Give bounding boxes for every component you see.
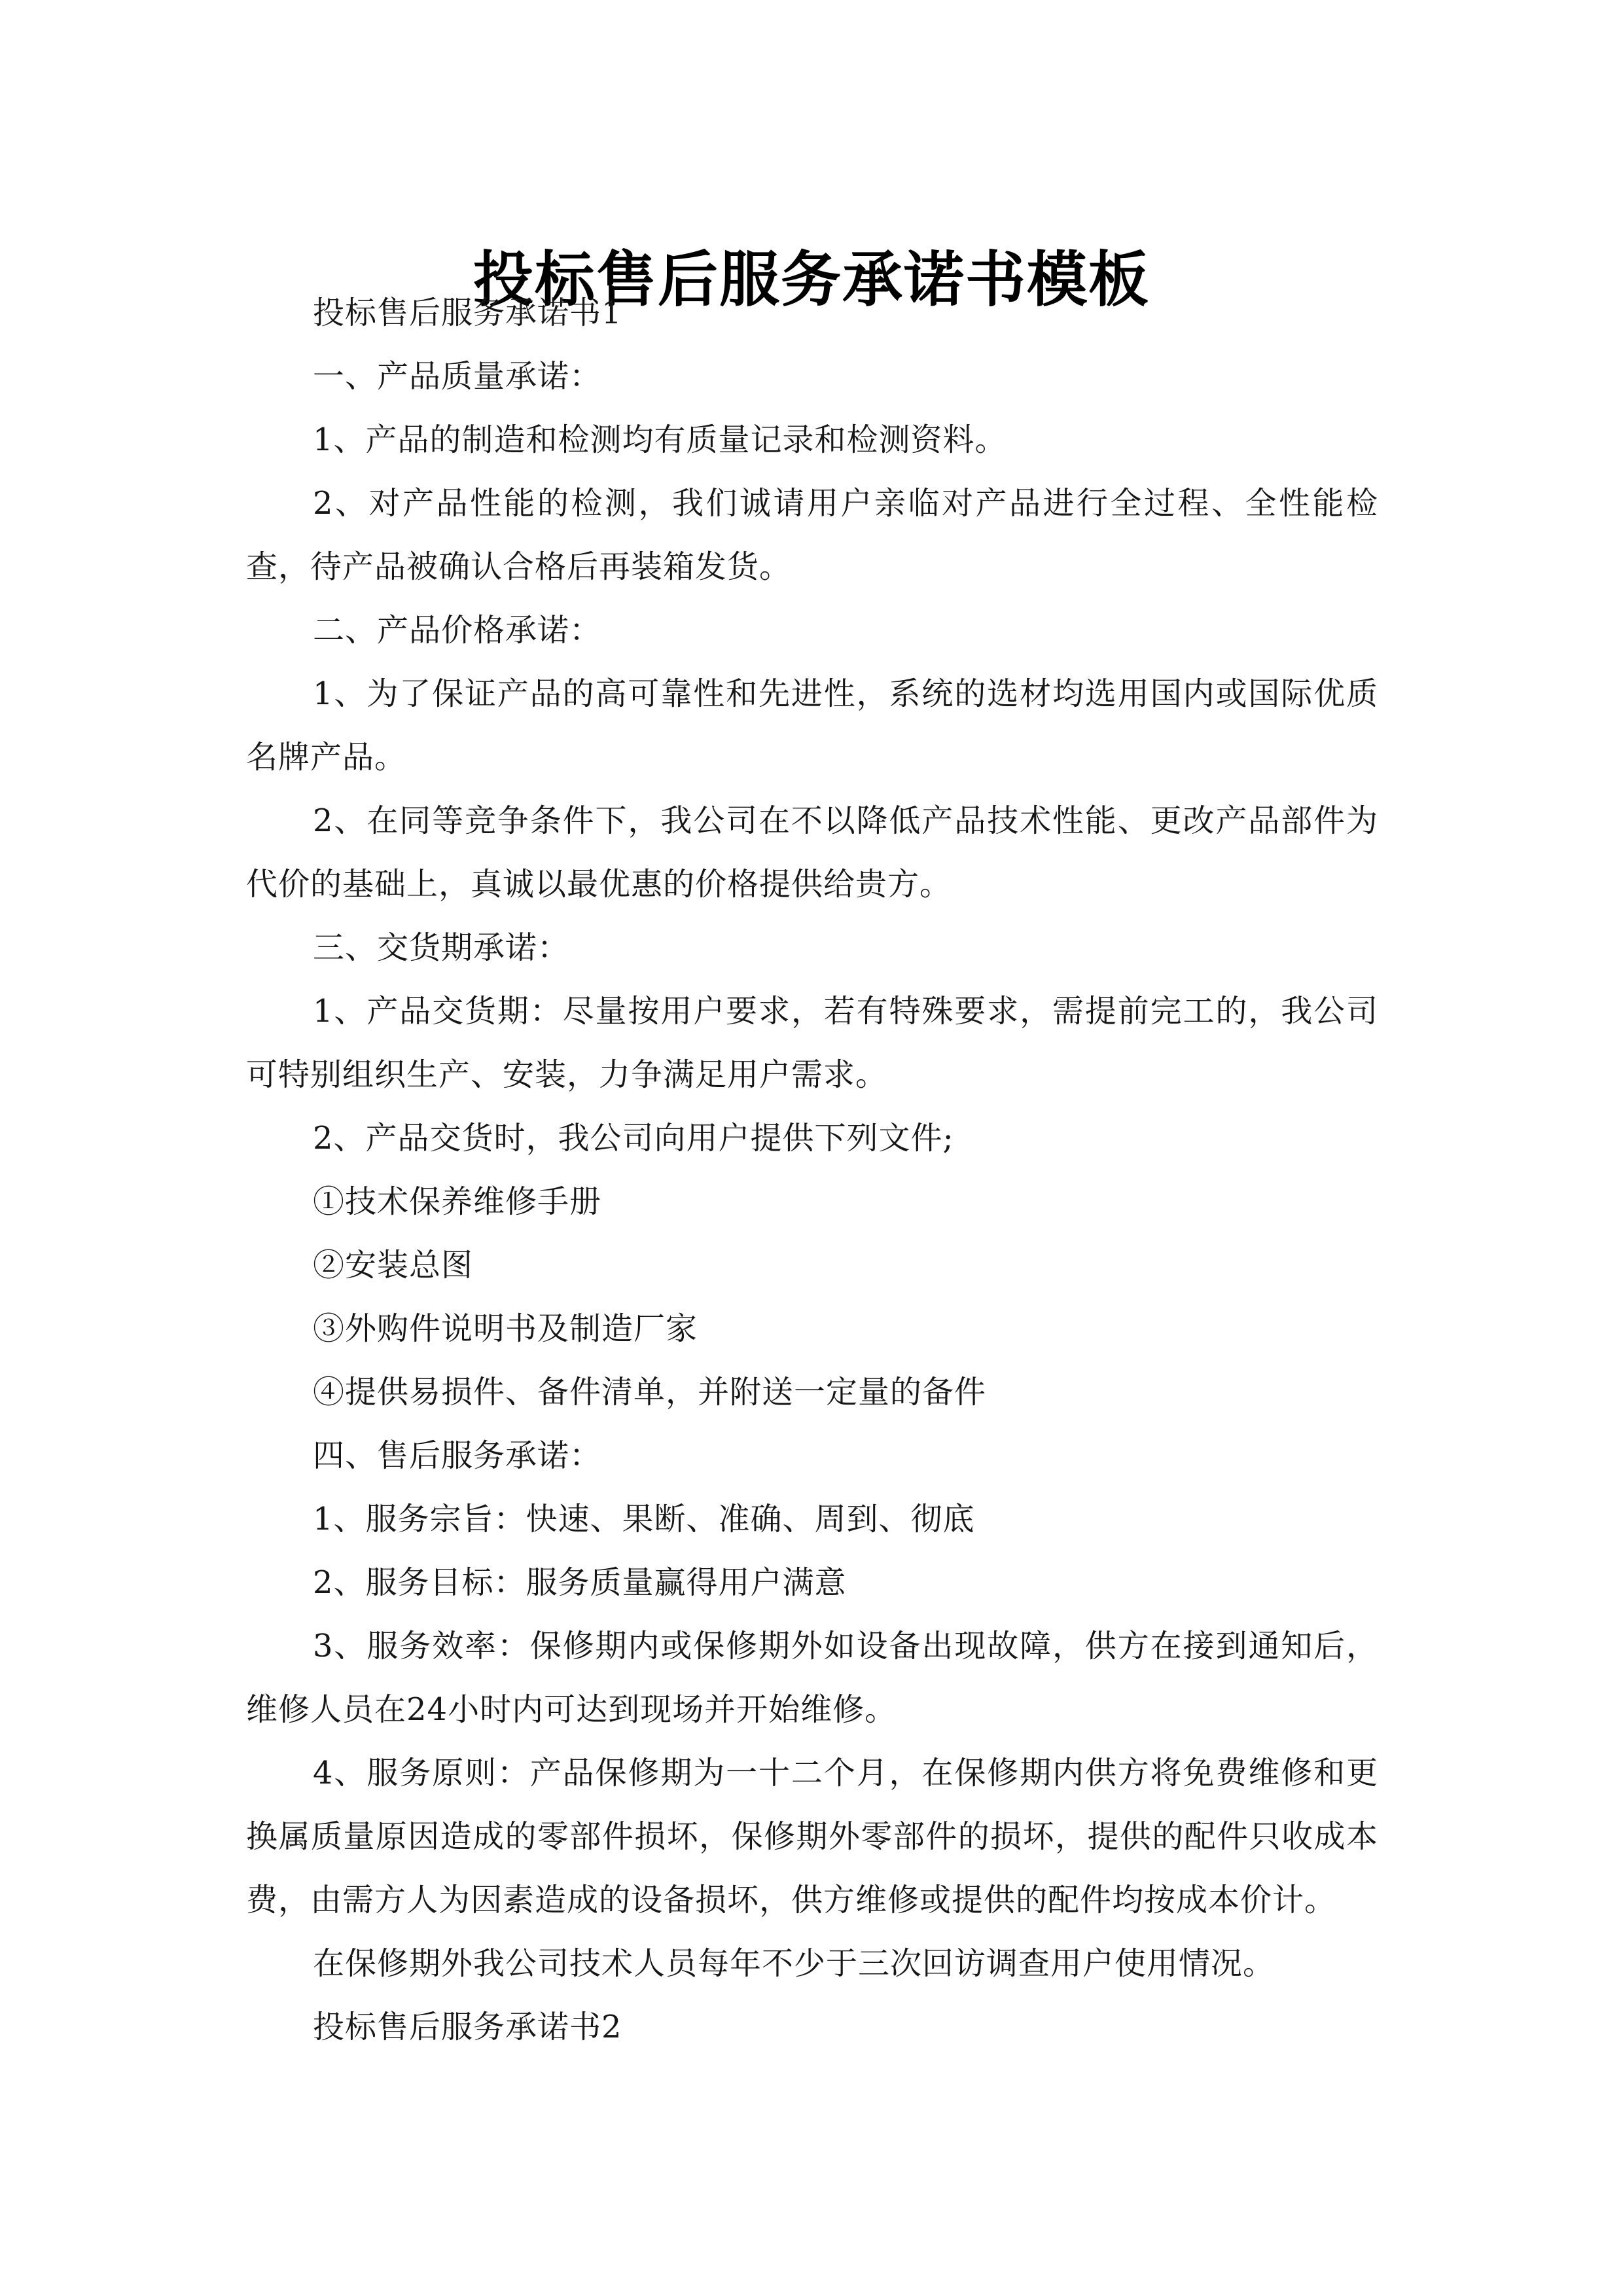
paragraph: 4、服务原则：产品保修期为一十二个月，在保修期内供方将免费维修和更换属质量原因造成的零部件损坏，保修期外零部件的损坏，提供的配件只收成本费，由需方人为因素造成的设备损坏，供方维修或提供的配件均按成本价计。 <box>246 1755 1378 1918</box>
paragraph: 2、服务目标：服务质量赢得用户满意 <box>313 1564 847 1601</box>
paragraph: 1、产品的制造和检测均有质量记录和检测资料。 <box>313 422 1007 458</box>
list-item: ③外购件说明书及制造厂家 <box>313 1310 698 1347</box>
paragraph: 2、在同等竞争条件下，我公司在不以降低产品技术性能、更改产品部件为代价的基础上，真诚以最优惠的价格提供给贵方。 <box>246 802 1378 903</box>
paragraph: 2、产品交货时，我公司向用户提供下列文件; <box>313 1120 954 1157</box>
list-item: ④提供易损件、备件清单，并附送一定量的备件 <box>313 1374 987 1410</box>
section-heading-letter-1: 投标售后服务承诺书1 <box>313 295 622 331</box>
document-title: 投标售后服务承诺书模板 <box>473 243 1150 315</box>
section-heading-delivery: 三、交货期承诺： <box>313 929 570 966</box>
document-body <box>246 281 1378 2059</box>
list-item: ②安装总图 <box>313 1247 474 1283</box>
paragraph: 3、服务效率：保修期内或保修期外如设备出现故障，供方在接到通知后，维修人员在24小时内可达到现场并开始维修。 <box>246 1628 1378 1728</box>
paragraph: 1、为了保证产品的高可靠性和先进性，系统的选材均选用国内或国际优质名牌产品。 <box>246 675 1378 776</box>
list-item: ①技术保养维修手册 <box>313 1183 602 1220</box>
section-heading-after-sales: 四、售后服务承诺： <box>313 1437 602 1474</box>
section-heading-quality: 一、产品质量承诺： <box>313 358 602 395</box>
paragraph: 1、产品交货期：尽量按用户要求，若有特殊要求，需提前完工的，我公司可特别组织生产、安装，力争满足用户需求。 <box>246 993 1378 1093</box>
section-heading-price: 二、产品价格承诺： <box>313 612 602 649</box>
paragraph: 1、服务宗旨：快速、果断、准确、周到、彻底 <box>313 1501 975 1537</box>
section-heading-letter-2: 投标售后服务承诺书2 <box>313 2009 622 2045</box>
paragraph: 2、对产品性能的检测，我们诚请用户亲临对产品进行全过程、全性能检查，待产品被确认合格后再装箱发货。 <box>246 485 1378 585</box>
paragraph: 在保修期外我公司技术人员每年不少于三次回访调查用户使用情况。 <box>313 1945 1275 1982</box>
